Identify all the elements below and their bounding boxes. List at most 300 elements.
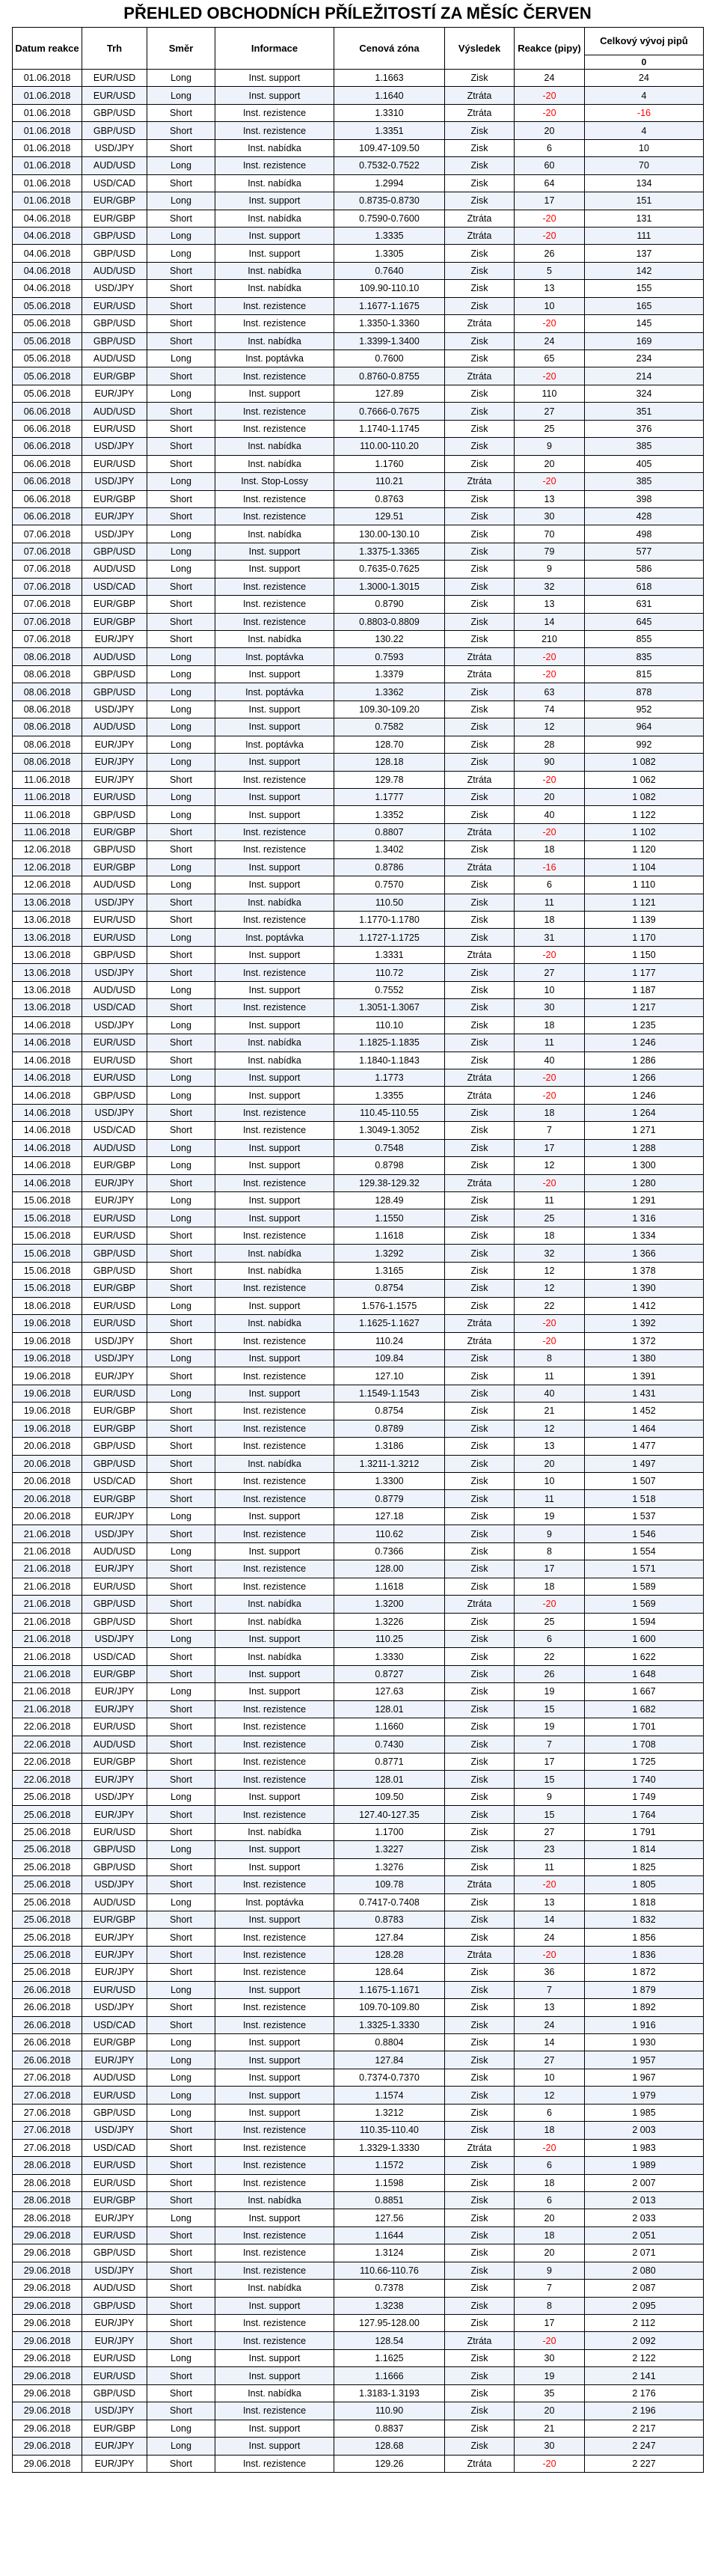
cell-vysledek: Zisk xyxy=(445,1754,515,1771)
cell-informace: Inst. support xyxy=(215,1981,334,1998)
cell-vysledek: Zisk xyxy=(445,192,515,210)
table-row xyxy=(13,1438,704,1455)
cell-vysledek: Zisk xyxy=(445,1297,515,1314)
table-row xyxy=(13,315,704,332)
cell-informace: Inst. rezistence xyxy=(215,2157,334,2174)
cell-vysledek: Ztráta xyxy=(445,367,515,385)
cell-datum: 21.06.2018 xyxy=(13,1683,82,1700)
cell-informace: Inst. rezistence xyxy=(215,297,334,314)
cell-cenova-zona: 0.7366 xyxy=(334,1542,445,1560)
cell-cenova-zona: 1.3300 xyxy=(334,1473,445,1490)
table-row xyxy=(13,2174,704,2191)
cell-informace: Inst. support xyxy=(215,1016,334,1034)
cell-cenova-zona: 109.90-110.10 xyxy=(334,280,445,297)
cell-reakce: 30 xyxy=(515,507,585,525)
cell-vyvoj: 1 122 xyxy=(585,806,704,823)
cell-smer: Long xyxy=(147,385,215,402)
table-row xyxy=(13,1964,704,1981)
cell-reakce: 11 xyxy=(515,1367,585,1385)
cell-trh: USD/JPY xyxy=(82,473,147,490)
cell-informace: Inst. rezistence xyxy=(215,1122,334,1139)
cell-trh: GBP/USD xyxy=(82,245,147,262)
cell-cenova-zona: 1.3379 xyxy=(334,665,445,683)
cell-smer: Long xyxy=(147,2349,215,2366)
cell-trh: USD/JPY xyxy=(82,1630,147,1647)
cell-informace: Inst. rezistence xyxy=(215,613,334,630)
cell-reakce: 14 xyxy=(515,1911,585,1928)
cell-smer: Short xyxy=(147,1403,215,1420)
cell-datum: 21.06.2018 xyxy=(13,1648,82,1665)
cell-vyvoj: 385 xyxy=(585,473,704,490)
table-row xyxy=(13,1174,704,1191)
cell-reakce: 13 xyxy=(515,280,585,297)
cell-reakce: 17 xyxy=(515,1560,585,1578)
cell-smer: Long xyxy=(147,1630,215,1647)
cell-vysledek: Zisk xyxy=(445,876,515,894)
cell-cenova-zona: 1.3000-1.3015 xyxy=(334,578,445,595)
cell-cenova-zona: 128.64 xyxy=(334,1964,445,1981)
cell-reakce: 110 xyxy=(515,385,585,402)
cell-trh: EUR/GBP xyxy=(82,1665,147,1682)
cell-informace: Inst. nabídka xyxy=(215,1648,334,1665)
cell-vyvoj: 1 879 xyxy=(585,1981,704,1998)
cell-vysledek: Zisk xyxy=(445,2297,515,2314)
cell-trh: AUD/USD xyxy=(82,876,147,894)
cell-datum: 07.06.2018 xyxy=(13,613,82,630)
cell-smer: Short xyxy=(147,1946,215,1963)
cell-vyvoj: 1 916 xyxy=(585,2016,704,2033)
table-row xyxy=(13,245,704,262)
cell-trh: EUR/USD xyxy=(82,2174,147,2191)
table-row xyxy=(13,1683,704,1700)
table-row xyxy=(13,1490,704,1507)
cell-smer: Short xyxy=(147,2174,215,2191)
cell-datum: 06.06.2018 xyxy=(13,438,82,455)
cell-informace: Inst. support xyxy=(215,2297,334,2314)
cell-trh: EUR/JPY xyxy=(82,2455,147,2472)
cell-trh: EUR/GBP xyxy=(82,1420,147,1437)
cell-cenova-zona: 110.35-110.40 xyxy=(334,2122,445,2139)
cell-smer: Long xyxy=(147,2087,215,2104)
cell-informace: Inst. support xyxy=(215,1139,334,1156)
cell-vyvoj: 214 xyxy=(585,367,704,385)
cell-vyvoj: 1 682 xyxy=(585,1700,704,1718)
cell-smer: Short xyxy=(147,1648,215,1665)
cell-datum: 05.06.2018 xyxy=(13,350,82,367)
cell-smer: Long xyxy=(147,981,215,998)
cell-datum: 08.06.2018 xyxy=(13,665,82,683)
cell-vysledek: Zisk xyxy=(445,1788,515,1805)
cell-trh: EUR/JPY xyxy=(82,2051,147,2069)
cell-cenova-zona: 0.8754 xyxy=(334,1280,445,1297)
cell-cenova-zona: 0.7548 xyxy=(334,1139,445,1156)
cell-cenova-zona: 1.1677-1.1675 xyxy=(334,297,445,314)
cell-smer: Long xyxy=(147,2438,215,2455)
cell-datum: 14.06.2018 xyxy=(13,1122,82,1139)
cell-trh: EUR/JPY xyxy=(82,1700,147,1718)
cell-informace: Inst. rezistence xyxy=(215,1754,334,1771)
cell-datum: 08.06.2018 xyxy=(13,754,82,771)
cell-cenova-zona: 0.8771 xyxy=(334,1754,445,1771)
cell-informace: Inst. nabídka xyxy=(215,1262,334,1279)
cell-informace: Inst. rezistence xyxy=(215,490,334,507)
table-row xyxy=(13,1297,704,1314)
cell-vyvoj: 1 791 xyxy=(585,1823,704,1840)
cell-trh: EUR/JPY xyxy=(82,1560,147,1578)
cell-datum: 27.06.2018 xyxy=(13,2122,82,2139)
table-row xyxy=(13,1262,704,1279)
cell-cenova-zona: 1.1770-1.1780 xyxy=(334,912,445,929)
cell-smer: Long xyxy=(147,665,215,683)
cell-smer: Short xyxy=(147,2297,215,2314)
cell-vysledek: Zisk xyxy=(445,525,515,543)
cell-reakce: 6 xyxy=(515,139,585,156)
cell-reakce: -20 xyxy=(515,771,585,788)
table-row xyxy=(13,823,704,840)
cell-trh: AUD/USD xyxy=(82,350,147,367)
cell-trh: GBP/USD xyxy=(82,1596,147,1613)
cell-smer: Short xyxy=(147,1332,215,1349)
table-row xyxy=(13,1016,704,1034)
cell-cenova-zona: 1.1598 xyxy=(334,2174,445,2191)
table-row xyxy=(13,1648,704,1665)
cell-vysledek: Zisk xyxy=(445,297,515,314)
cell-vyvoj: 1 110 xyxy=(585,876,704,894)
cell-informace: Inst. rezistence xyxy=(215,507,334,525)
cell-vysledek: Zisk xyxy=(445,70,515,87)
cell-vysledek: Zisk xyxy=(445,736,515,753)
table-row xyxy=(13,2384,704,2402)
cell-cenova-zona: 110.45-110.55 xyxy=(334,1104,445,1121)
cell-informace: Inst. rezistence xyxy=(215,2016,334,2033)
cell-informace: Inst. support xyxy=(215,1630,334,1647)
table-body xyxy=(13,70,704,2473)
table-row xyxy=(13,70,704,87)
cell-datum: 25.06.2018 xyxy=(13,1929,82,1946)
cell-smer: Short xyxy=(147,1052,215,1069)
cell-cenova-zona: 1.1675-1.1671 xyxy=(334,1981,445,1998)
table-row xyxy=(13,210,704,227)
cell-datum: 15.06.2018 xyxy=(13,1209,82,1227)
cell-reakce: 90 xyxy=(515,754,585,771)
cell-vyvoj: 1 537 xyxy=(585,1507,704,1524)
cell-cenova-zona: 1.1773 xyxy=(334,1069,445,1086)
cell-vyvoj: 2 095 xyxy=(585,2297,704,2314)
cell-reakce: 10 xyxy=(515,1473,585,1490)
cell-smer: Short xyxy=(147,1700,215,1718)
table-row xyxy=(13,1876,704,1893)
table-row xyxy=(13,1420,704,1437)
table-row xyxy=(13,1069,704,1086)
cell-vyvoj: 1 366 xyxy=(585,1245,704,1262)
cell-informace: Inst. nabídka xyxy=(215,210,334,227)
cell-vysledek: Zisk xyxy=(445,1016,515,1034)
cell-vyvoj: 2 003 xyxy=(585,2122,704,2139)
table-row xyxy=(13,1841,704,1858)
cell-smer: Short xyxy=(147,578,215,595)
cell-cenova-zona: 1.3200 xyxy=(334,1596,445,1613)
cell-informace: Inst. rezistence xyxy=(215,157,334,174)
cell-vysledek: Ztráta xyxy=(445,1087,515,1104)
cell-cenova-zona: 1.1700 xyxy=(334,1823,445,1840)
cell-cenova-zona: 110.62 xyxy=(334,1525,445,1542)
cell-vysledek: Zisk xyxy=(445,2122,515,2139)
cell-trh: USD/JPY xyxy=(82,280,147,297)
table-row xyxy=(13,2438,704,2455)
cell-smer: Short xyxy=(147,1736,215,1753)
cell-datum: 19.06.2018 xyxy=(13,1332,82,1349)
cell-vysledek: Zisk xyxy=(445,1841,515,1858)
cell-vysledek: Zisk xyxy=(445,1683,515,1700)
cell-datum: 06.06.2018 xyxy=(13,490,82,507)
cell-datum: 13.06.2018 xyxy=(13,964,82,981)
cell-vyvoj: 1 594 xyxy=(585,1613,704,1630)
cell-informace: Inst. rezistence xyxy=(215,841,334,858)
cell-informace: Inst. poptávka xyxy=(215,648,334,665)
table-row xyxy=(13,1087,704,1104)
cell-vyvoj: 376 xyxy=(585,420,704,437)
cell-smer: Short xyxy=(147,2367,215,2384)
cell-datum: 21.06.2018 xyxy=(13,1596,82,1613)
header-vyvoj: Celkový vývoj pipů xyxy=(585,28,704,55)
cell-smer: Short xyxy=(147,2157,215,2174)
cell-datum: 20.06.2018 xyxy=(13,1473,82,1490)
cell-vysledek: Zisk xyxy=(445,157,515,174)
cell-reakce: 20 xyxy=(515,455,585,472)
cell-smer: Short xyxy=(147,210,215,227)
cell-trh: EUR/JPY xyxy=(82,1929,147,1946)
cell-datum: 15.06.2018 xyxy=(13,1227,82,1244)
table-row xyxy=(13,1349,704,1367)
cell-reakce: 18 xyxy=(515,2122,585,2139)
cell-smer: Short xyxy=(147,964,215,981)
cell-vysledek: Ztráta xyxy=(445,823,515,840)
cell-reakce: 40 xyxy=(515,1052,585,1069)
cell-informace: Inst. support xyxy=(215,1087,334,1104)
cell-vyvoj: 1 177 xyxy=(585,964,704,981)
cell-datum: 15.06.2018 xyxy=(13,1262,82,1279)
cell-informace: Inst. rezistence xyxy=(215,912,334,929)
cell-smer: Short xyxy=(147,490,215,507)
cell-informace: Inst. nabídka xyxy=(215,1455,334,1472)
cell-cenova-zona: 1.3375-1.3365 xyxy=(334,543,445,560)
cell-reakce: -20 xyxy=(515,1315,585,1332)
cell-trh: EUR/USD xyxy=(82,1209,147,1227)
cell-vyvoj: 2 013 xyxy=(585,2191,704,2209)
cell-informace: Inst. rezistence xyxy=(215,596,334,613)
cell-vyvoj: 1 316 xyxy=(585,1209,704,1227)
cell-reakce: 7 xyxy=(515,2280,585,2297)
cell-vysledek: Zisk xyxy=(445,578,515,595)
cell-datum: 06.06.2018 xyxy=(13,403,82,420)
cell-vysledek: Zisk xyxy=(445,788,515,805)
cell-reakce: -20 xyxy=(515,648,585,665)
cell-cenova-zona: 0.7600 xyxy=(334,350,445,367)
cell-reakce: 27 xyxy=(515,2051,585,2069)
cell-reakce: 27 xyxy=(515,964,585,981)
cell-vyvoj: 1 622 xyxy=(585,1648,704,1665)
cell-smer: Short xyxy=(147,1613,215,1630)
cell-reakce: 10 xyxy=(515,981,585,998)
header-informace: Informace xyxy=(215,28,334,70)
cell-trh: USD/CAD xyxy=(82,1122,147,1139)
cell-trh: USD/JPY xyxy=(82,2122,147,2139)
cell-smer: Short xyxy=(147,1596,215,1613)
cell-vyvoj: 398 xyxy=(585,490,704,507)
cell-vysledek: Zisk xyxy=(445,1648,515,1665)
table-row xyxy=(13,1999,704,2016)
cell-cenova-zona: 110.66-110.76 xyxy=(334,2262,445,2279)
cell-vysledek: Zisk xyxy=(445,2069,515,2086)
cell-reakce: 35 xyxy=(515,2384,585,2402)
cell-informace: Inst. rezistence xyxy=(215,2244,334,2262)
cell-vysledek: Zisk xyxy=(445,420,515,437)
cell-reakce: 13 xyxy=(515,490,585,507)
table-row xyxy=(13,1157,704,1174)
table-row xyxy=(13,350,704,367)
cell-vysledek: Zisk xyxy=(445,1929,515,1946)
cell-trh: EUR/JPY xyxy=(82,1192,147,1209)
cell-vyvoj: 1 825 xyxy=(585,1858,704,1875)
cell-reakce: 28 xyxy=(515,736,585,753)
cell-reakce: 26 xyxy=(515,245,585,262)
cell-reakce: 32 xyxy=(515,578,585,595)
cell-vyvoj: 1 139 xyxy=(585,912,704,929)
cell-trh: GBP/USD xyxy=(82,332,147,350)
cell-smer: Short xyxy=(147,1858,215,1875)
cell-vysledek: Zisk xyxy=(445,2262,515,2279)
cell-reakce: 32 xyxy=(515,1245,585,1262)
cell-smer: Short xyxy=(147,507,215,525)
table-row xyxy=(13,1823,704,1840)
cell-reakce: -20 xyxy=(515,104,585,121)
cell-cenova-zona: 1.3310 xyxy=(334,104,445,121)
cell-reakce: 17 xyxy=(515,2315,585,2332)
cell-smer: Long xyxy=(147,157,215,174)
cell-vyvoj: 1 708 xyxy=(585,1736,704,1753)
cell-vyvoj: 234 xyxy=(585,350,704,367)
cell-vyvoj: 1 271 xyxy=(585,1122,704,1139)
cell-cenova-zona: 1.3238 xyxy=(334,2297,445,2314)
cell-informace: Inst. support xyxy=(215,1911,334,1928)
cell-vysledek: Zisk xyxy=(445,2280,515,2297)
cell-vyvoj: 2 122 xyxy=(585,2349,704,2366)
cell-vysledek: Zisk xyxy=(445,1630,515,1647)
cell-reakce: 24 xyxy=(515,1929,585,1946)
cell-vyvoj: 645 xyxy=(585,613,704,630)
cell-trh: EUR/USD xyxy=(82,2226,147,2244)
cell-vyvoj: 165 xyxy=(585,297,704,314)
cell-datum: 05.06.2018 xyxy=(13,367,82,385)
table-row xyxy=(13,2332,704,2349)
cell-vysledek: Zisk xyxy=(445,929,515,946)
cell-cenova-zona: 109.30-109.20 xyxy=(334,701,445,718)
table-row xyxy=(13,1245,704,1262)
cell-trh: USD/CAD xyxy=(82,174,147,192)
cell-datum: 13.06.2018 xyxy=(13,894,82,911)
table-row xyxy=(13,2262,704,2279)
cell-informace: Inst. support xyxy=(215,227,334,244)
cell-vysledek: Ztráta xyxy=(445,2455,515,2472)
cell-vysledek: Zisk xyxy=(445,2016,515,2033)
cell-smer: Short xyxy=(147,613,215,630)
cell-smer: Short xyxy=(147,596,215,613)
cell-trh: USD/JPY xyxy=(82,1788,147,1805)
cell-smer: Short xyxy=(147,1104,215,1121)
table-row xyxy=(13,1700,704,1718)
cell-smer: Short xyxy=(147,1964,215,1981)
table-row xyxy=(13,771,704,788)
cell-cenova-zona: 1.1618 xyxy=(334,1578,445,1595)
cell-cenova-zona: 0.7590-0.7600 xyxy=(334,210,445,227)
cell-smer: Short xyxy=(147,946,215,963)
cell-reakce: -20 xyxy=(515,2455,585,2472)
cell-datum: 14.06.2018 xyxy=(13,1157,82,1174)
cell-datum: 05.06.2018 xyxy=(13,297,82,314)
table-row xyxy=(13,192,704,210)
cell-vysledek: Zisk xyxy=(445,1455,515,1472)
table-row xyxy=(13,1280,704,1297)
cell-trh: EUR/JPY xyxy=(82,2332,147,2349)
cell-vysledek: Zisk xyxy=(445,1700,515,1718)
cell-cenova-zona: 128.28 xyxy=(334,1946,445,1963)
cell-informace: Inst. support xyxy=(215,192,334,210)
cell-trh: EUR/GBP xyxy=(82,367,147,385)
cell-datum: 29.06.2018 xyxy=(13,2384,82,2402)
cell-smer: Long xyxy=(147,718,215,736)
cell-smer: Long xyxy=(147,648,215,665)
table-row xyxy=(13,701,704,718)
table-row xyxy=(13,1630,704,1647)
cell-smer: Short xyxy=(147,1438,215,1455)
cell-informace: Inst. support xyxy=(215,665,334,683)
cell-informace: Inst. poptávka xyxy=(215,683,334,701)
cell-reakce: 18 xyxy=(515,912,585,929)
cell-trh: USD/JPY xyxy=(82,1999,147,2016)
cell-trh: EUR/USD xyxy=(82,2157,147,2174)
cell-datum: 04.06.2018 xyxy=(13,210,82,227)
cell-informace: Inst. support xyxy=(215,70,334,87)
cell-reakce: 25 xyxy=(515,420,585,437)
cell-trh: EUR/USD xyxy=(82,1034,147,1052)
cell-datum: 21.06.2018 xyxy=(13,1560,82,1578)
cell-cenova-zona: 1.3124 xyxy=(334,2244,445,2262)
cell-cenova-zona: 0.8804 xyxy=(334,2034,445,2051)
cell-reakce: 20 xyxy=(515,2209,585,2226)
table-row xyxy=(13,981,704,998)
cell-trh: EUR/JPY xyxy=(82,2438,147,2455)
cell-vyvoj: 2 033 xyxy=(585,2209,704,2226)
cell-vysledek: Zisk xyxy=(445,1771,515,1788)
cell-vysledek: Zisk xyxy=(445,2209,515,2226)
cell-reakce: 9 xyxy=(515,2262,585,2279)
table-row xyxy=(13,1209,704,1227)
cell-cenova-zona: 110.90 xyxy=(334,2402,445,2420)
cell-vysledek: Zisk xyxy=(445,1245,515,1262)
cell-vyvoj: 577 xyxy=(585,543,704,560)
cell-trh: AUD/USD xyxy=(82,262,147,279)
cell-smer: Long xyxy=(147,2034,215,2051)
cell-cenova-zona: 0.8798 xyxy=(334,1157,445,1174)
cell-smer: Long xyxy=(147,2069,215,2086)
cell-cenova-zona: 1.3049-1.3052 xyxy=(334,1122,445,1139)
cell-reakce: 12 xyxy=(515,2087,585,2104)
cell-smer: Short xyxy=(147,1560,215,1578)
cell-datum: 07.06.2018 xyxy=(13,525,82,543)
table-row xyxy=(13,858,704,876)
cell-reakce: -20 xyxy=(515,1596,585,1613)
cell-cenova-zona: 1.3330 xyxy=(334,1648,445,1665)
